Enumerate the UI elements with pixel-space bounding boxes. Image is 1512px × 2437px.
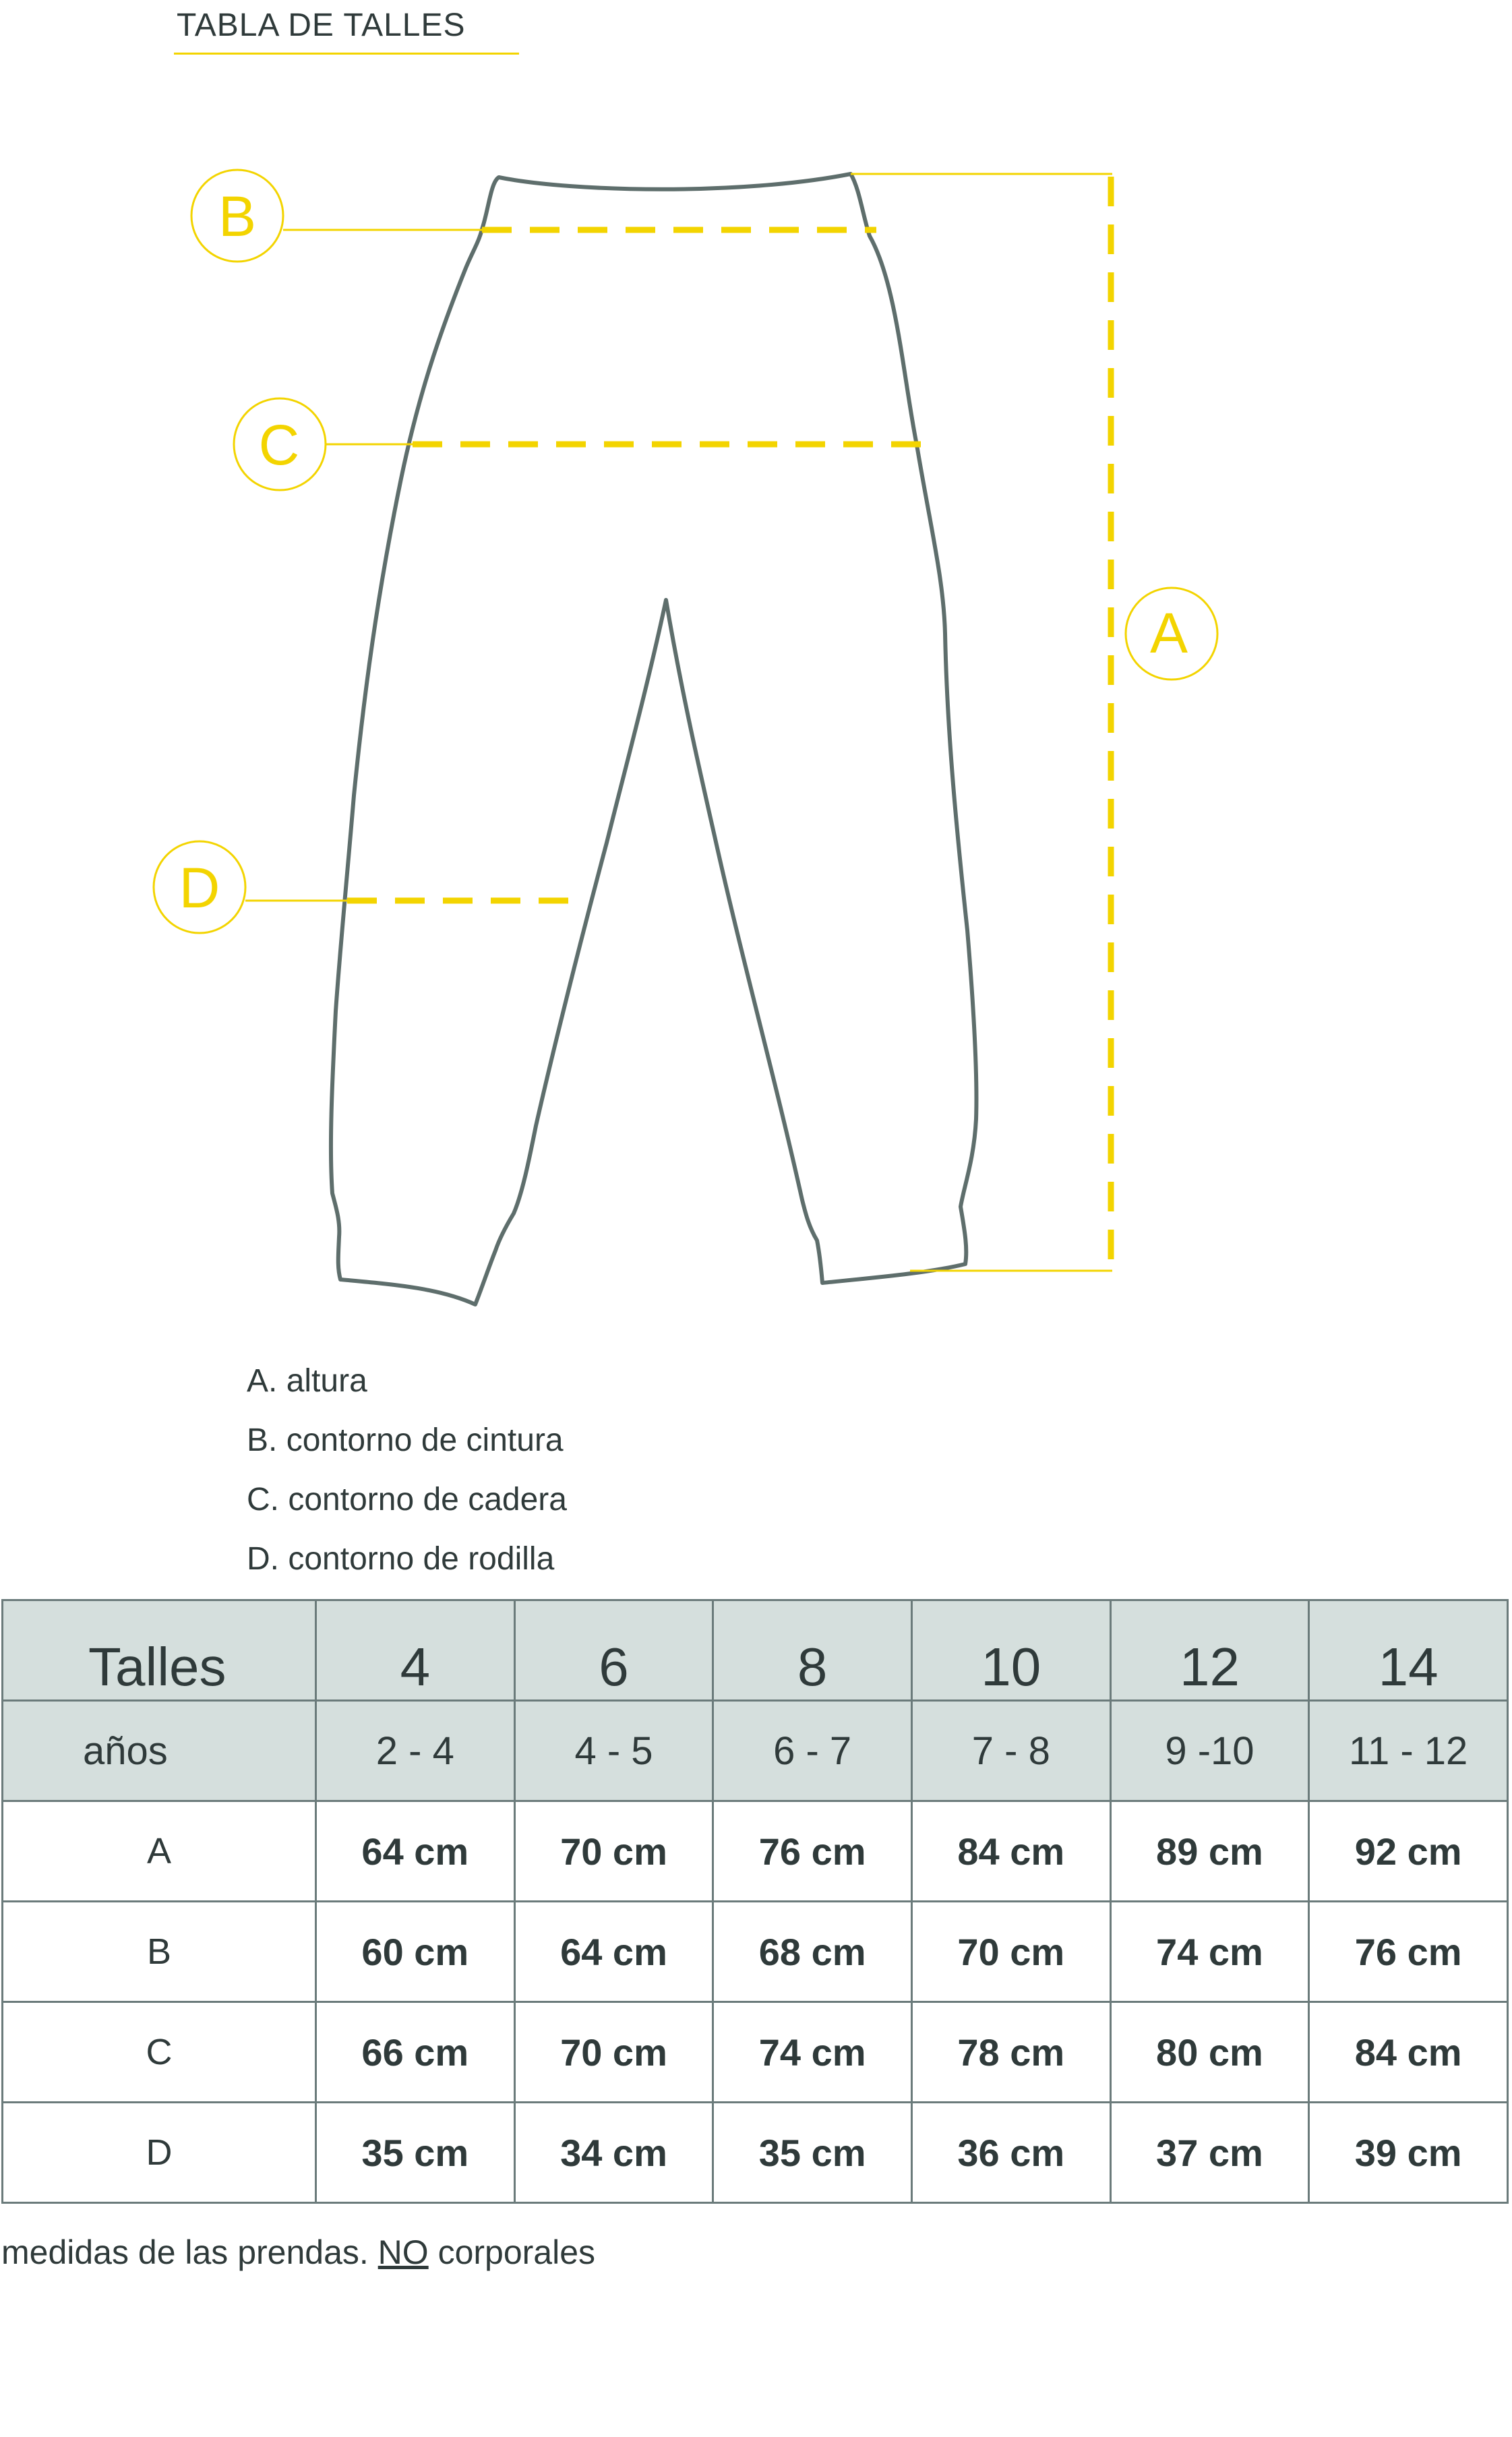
page-title: TABLA DE TALLES bbox=[177, 7, 466, 43]
footnote-text-end: corporales bbox=[428, 2233, 596, 2271]
table-cell: 39 cm bbox=[1309, 2103, 1508, 2203]
pants-outline bbox=[331, 174, 977, 1304]
table-cell: 84 cm bbox=[1309, 2002, 1508, 2103]
footnote-text: medidas de las prendas. bbox=[1, 2233, 378, 2271]
legend-item-height: A. altura bbox=[247, 1363, 367, 1399]
table-cell: 64 cm bbox=[316, 1801, 515, 1902]
marker-a-letter: A bbox=[1149, 601, 1188, 665]
table-cell: 35 cm bbox=[713, 2103, 912, 2203]
table-row-b bbox=[3, 1902, 1508, 2002]
size-header-cell: 14 bbox=[1309, 1600, 1508, 1701]
table-cell: 34 cm bbox=[514, 2103, 713, 2203]
table-cell: 80 cm bbox=[1110, 2002, 1309, 2103]
row-label: A bbox=[3, 1801, 316, 1902]
size-header-cell: 8 bbox=[713, 1600, 912, 1701]
table-cell: 37 cm bbox=[1110, 2103, 1309, 2203]
table-cell: 70 cm bbox=[514, 1801, 713, 1902]
years-label: años bbox=[3, 1701, 316, 1801]
size-header-cell: 4 bbox=[316, 1600, 515, 1701]
marker-c-letter: C bbox=[258, 413, 300, 477]
legend-item-knee: D. contorno de rodilla bbox=[247, 1541, 555, 1577]
table-cell: 74 cm bbox=[1110, 1902, 1309, 2002]
years-cell: 9 -10 bbox=[1110, 1701, 1309, 1801]
row-label: B bbox=[3, 1902, 316, 2002]
years-cell: 2 - 4 bbox=[316, 1701, 515, 1801]
table-cell: 60 cm bbox=[316, 1902, 515, 2002]
table-cell: 70 cm bbox=[911, 1902, 1110, 2002]
table-cell: 70 cm bbox=[514, 2002, 713, 2103]
table-cell: 64 cm bbox=[514, 1902, 713, 2002]
size-header-cell: 10 bbox=[911, 1600, 1110, 1701]
marker-b-letter: B bbox=[218, 185, 257, 248]
size-table bbox=[1, 1599, 1509, 2204]
table-cell: 76 cm bbox=[1309, 1902, 1508, 2002]
table-cell: 66 cm bbox=[316, 2002, 515, 2103]
table-cell: 35 cm bbox=[316, 2103, 515, 2203]
table-row-a bbox=[3, 1801, 1508, 1902]
years-cell: 11 - 12 bbox=[1309, 1701, 1508, 1801]
table-cell: 76 cm bbox=[713, 1801, 912, 1902]
size-header-cell: 12 bbox=[1110, 1600, 1309, 1701]
size-header-label: Talles bbox=[3, 1600, 316, 1701]
legend-item-hip: C. contorno de cadera bbox=[247, 1482, 567, 1517]
table-cell: 92 cm bbox=[1309, 1801, 1508, 1902]
years-row bbox=[3, 1701, 1508, 1801]
marker-d-letter: D bbox=[179, 856, 220, 920]
years-cell: 6 - 7 bbox=[713, 1701, 912, 1801]
measurement-legend bbox=[247, 1352, 567, 1589]
table-cell: 36 cm bbox=[911, 2103, 1110, 2203]
row-label: D bbox=[3, 2103, 316, 2203]
table-cell: 74 cm bbox=[713, 2002, 912, 2103]
years-cell: 7 - 8 bbox=[911, 1701, 1110, 1801]
legend-item-waist: B. contorno de cintura bbox=[247, 1422, 564, 1458]
size-header-cell: 6 bbox=[514, 1600, 713, 1701]
row-label: C bbox=[3, 2002, 316, 2103]
table-cell: 89 cm bbox=[1110, 1801, 1309, 1902]
table-cell: 84 cm bbox=[911, 1801, 1110, 1902]
table-cell: 68 cm bbox=[713, 1902, 912, 2002]
footnote-emphasis: NO bbox=[377, 2233, 429, 2271]
table-row-d bbox=[3, 2103, 1508, 2203]
table-row-c bbox=[3, 2002, 1508, 2103]
size-header-row bbox=[3, 1600, 1508, 1701]
table-cell: 78 cm bbox=[911, 2002, 1110, 2103]
footnote bbox=[1, 2233, 595, 2272]
years-cell: 4 - 5 bbox=[514, 1701, 713, 1801]
